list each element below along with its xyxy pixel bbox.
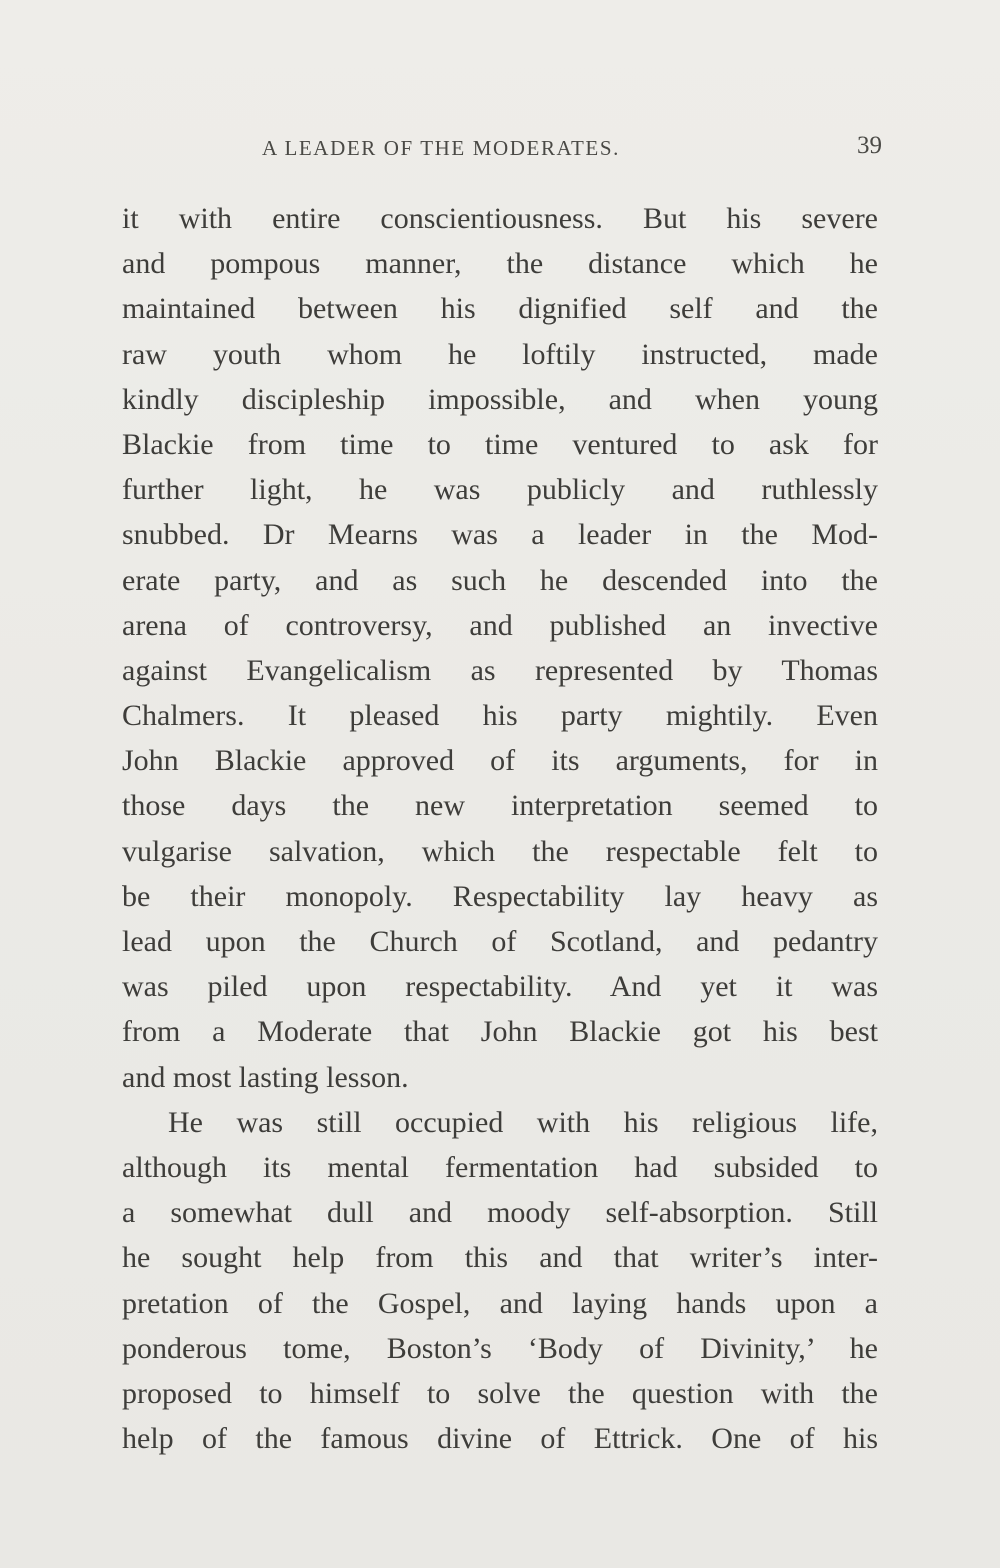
text-line: and most lasting lesson. [122, 1060, 409, 1094]
text-line: and pompous manner, the distance which he [122, 247, 878, 281]
text-line: raw youth whom he loftily instructed, made [122, 337, 878, 371]
text-line: vulgarise salvation, which the respectable felt to [122, 834, 878, 868]
text-line: although its mental fermentation had subsided to [122, 1150, 878, 1184]
text-line: maintained between his dignified self and the [122, 292, 878, 326]
text-line: from a Moderate that John Blackie got his best [122, 1015, 878, 1049]
text-line: erate party, and as such he descended into the [122, 563, 878, 597]
text-line: those days the new interpretation seemed to [122, 789, 878, 823]
text-line: further light, he was publicly and ruthlessly [122, 473, 878, 507]
text-line: arena of controversy, and published an invective [122, 608, 878, 642]
text-line: be their monopoly. Respectability lay heavy as [122, 879, 878, 913]
page-number: 39 [857, 132, 882, 159]
running-title: A LEADER OF THE MODERATES. [262, 136, 620, 160]
text-line: John Blackie approved of its arguments, for in [122, 744, 878, 778]
text-line: pretation of the Gospel, and laying hands upon a [122, 1286, 878, 1320]
text-line: Chalmers. It pleased his party mightily. Even [122, 699, 878, 733]
text-line: against Evangelicalism as represented by Thomas [122, 653, 878, 687]
text-line: it with entire conscientiousness. But his severe [122, 202, 878, 235]
text-line: kindly discipleship impossible, and when young [122, 382, 878, 416]
body-text [122, 196, 878, 1461]
text-line: snubbed. Dr Mearns was a leader in the Mod- [122, 518, 878, 552]
text-line: He was still occupied with his religious life, [168, 1105, 878, 1139]
text-line: Blackie from time to time ventured to ask for [122, 427, 878, 461]
paragraph-2 [122, 1100, 878, 1462]
text-line: ponderous tome, Boston’s ‘Body of Divinity,’ he [122, 1331, 878, 1365]
running-head [122, 132, 882, 170]
text-line: proposed to himself to solve the question with the [122, 1376, 878, 1410]
text-line: help of the famous divine of Ettrick. One of his [122, 1422, 878, 1456]
text-line: lead upon the Church of Scotland, and pedantry [122, 925, 878, 958]
paragraph-1 [122, 196, 878, 1100]
text-line: he sought help from this and that writer’s inter- [122, 1241, 878, 1275]
text-line: was piled upon respectability. And yet it was [122, 970, 878, 1004]
text-line: a somewhat dull and moody self-absorption. Still [122, 1196, 878, 1230]
